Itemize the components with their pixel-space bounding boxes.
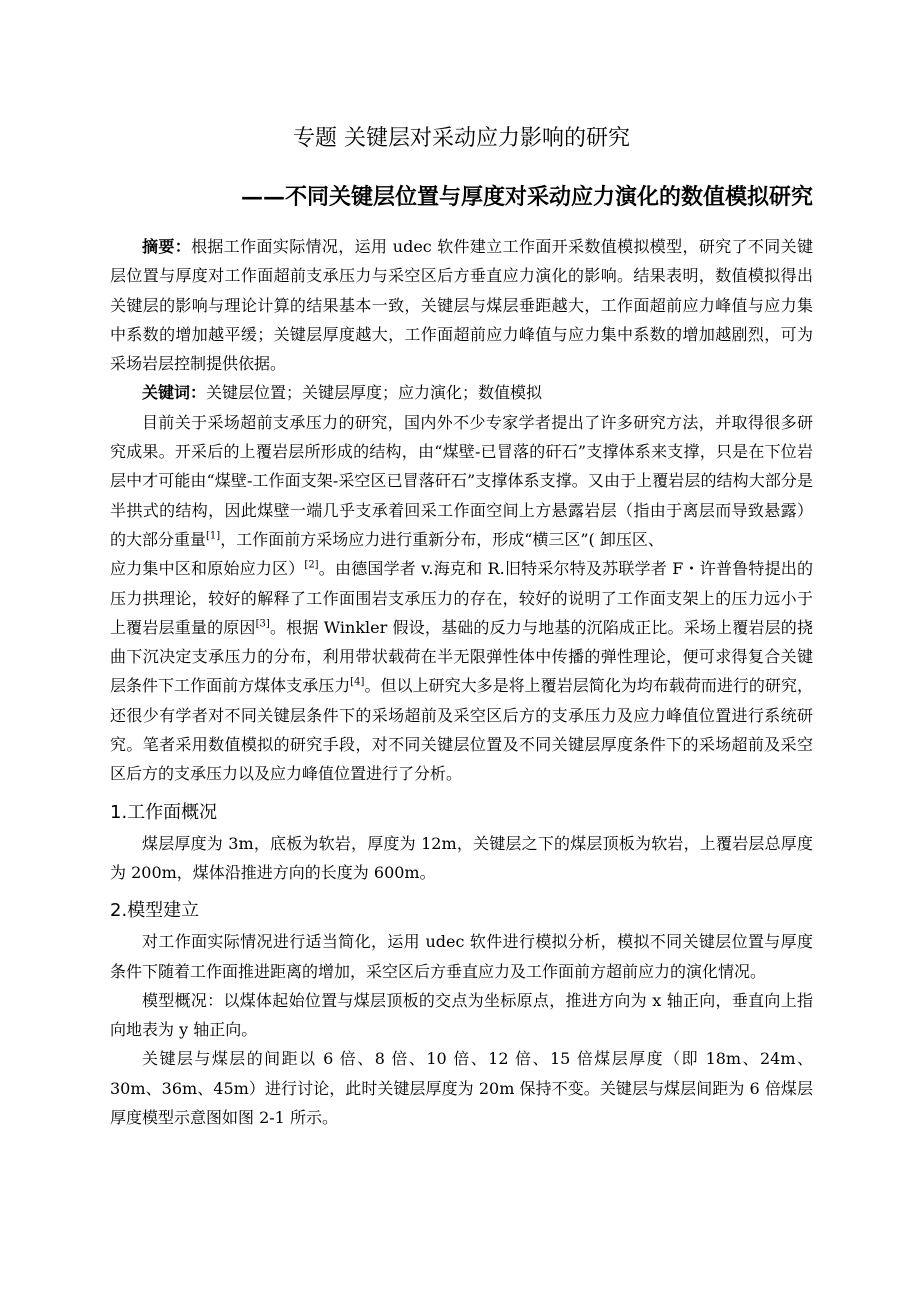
citation-ref: [2]	[304, 559, 319, 571]
document-body	[110, 232, 813, 1132]
keywords-paragraph	[110, 378, 813, 407]
intro-paragraph-1	[110, 408, 813, 554]
section-2-paragraph-1: 对工作面实际情况进行适当简化，运用 udec 软件进行模拟分析，模拟不同关键层位置与厚度条件下随着工作面推进距离的增加，采空区后方垂直应力及工作面前方超前应力的演化情况。	[110, 932, 813, 981]
page-subtitle: ——不同关键层位置与厚度对采动应力演化的数值模拟研究	[240, 184, 813, 210]
intro-text: 。但以上研究大多是将上覆岩层简化为均布载荷而进行的研究，还很少有学者对不同关键层条件下的采场超前及采空区后方的支承压力及应力峰值位置进行系统研究。笔者采用数值模拟的研究手段，对不同关键层位置及不同关键层厚度条件下的采场超前及采空区后方的支承压力以及应力峰值位置进行了分析。	[110, 676, 813, 784]
abstract-paragraph	[110, 232, 813, 378]
intro-paragraph-2	[110, 554, 813, 788]
abstract-label: 摘要：	[142, 237, 192, 256]
intro-text: 应力集中区和原始应力区）	[110, 559, 305, 579]
section-heading-2: 2.模型建立	[110, 900, 200, 922]
keywords-label: 关键词：	[142, 383, 207, 403]
section-2-paragraph-3: 关键层与煤层的间距以 6 倍、8 倍、10 倍、12 倍、15 倍煤层厚度（即 18m、24m、30m、36m、45m）进行讨论，此时关键层厚度为 20m 保持不变。关键层与煤层间距为 6 倍煤层厚度模型示意图如图 2-1 所示。	[110, 1049, 813, 1128]
section-heading-1: 1.工作面概况	[110, 801, 218, 823]
citation-ref: [4]	[350, 677, 365, 689]
intro-text: 。由德国学者 v.海克和 R.旧特采尔特及苏联学者 F・许普鲁特提出的压力拱理论，较好的解释了工作面围岩支承压力的存在，较好的说明了工作面支架上的压力远小于上覆岩层重量的原因	[110, 559, 813, 637]
page-title: 专题 关键层对采动应力影响的研究	[293, 126, 630, 151]
citation-ref: [1]	[206, 530, 221, 542]
intro-text: 目前关于采场超前支承压力的研究，国内外不少专家学者提出了许多研究方法，并取得很多研究成果。开采后的上覆岩层所形成的结构，由“煤壁-已冒落的矸石”支撑体系来支撑，只是在下位岩层中才可能由“煤壁-工作面支架-采空区已冒落矸石”支撑体系支撑。又由于上覆岩层的结构大部分是半拱式的结构，因此煤壁一端几乎支承着回采工作面空间上方悬露岩层（指由于离层而导致悬露）的大部分重量	[110, 412, 813, 549]
keywords-text: 关键层位置；关键层厚度；应力演化；数值模拟	[206, 383, 543, 403]
section-2-paragraph-2: 模型概况：以煤体起始位置与煤层顶板的交点为坐标原点，推进方向为 x 轴正向，垂直向上指向地表为 y 轴正向。	[110, 990, 813, 1040]
citation-ref: [3]	[255, 618, 270, 630]
abstract-text: 根据工作面实际情况，运用 udec 软件建立工作面开采数值模拟模型，研究了不同关键层位置与厚度对工作面超前支承压力与采空区后方垂直应力演化的影响。结果表明，数值模拟得出关键层的影响与理论计算的结果基本一致，关键层与煤层垂距越大，工作面超前应力峰值与应力集中系数的增加越平缓；关键层厚度越大，工作面超前应力峰值与应力集中系数的增加越剧烈，可为采场岩层控制提供依据。	[110, 237, 813, 374]
section-1-paragraph: 煤层厚度为 3m，底板为软岩，厚度为 12m，关键层之下的煤层顶板为软岩，上覆岩层总厚度为 200m，煤体沿推进方向的长度为 600m。	[110, 833, 813, 882]
intro-text: 。根据 Winkler 假设，基础的反力与地基的沉陷成正比。采场上覆岩层的挠曲下沉决定支承压力的分布，利用带状载荷在半无限弹性体中传播的弹性理论，便可求得复合关键层条件下工作面前方煤体支承压力	[110, 617, 813, 696]
intro-text: ，工作面前方采场应力进行重新分布，形成“横三区”( 卸压区、	[220, 529, 664, 549]
